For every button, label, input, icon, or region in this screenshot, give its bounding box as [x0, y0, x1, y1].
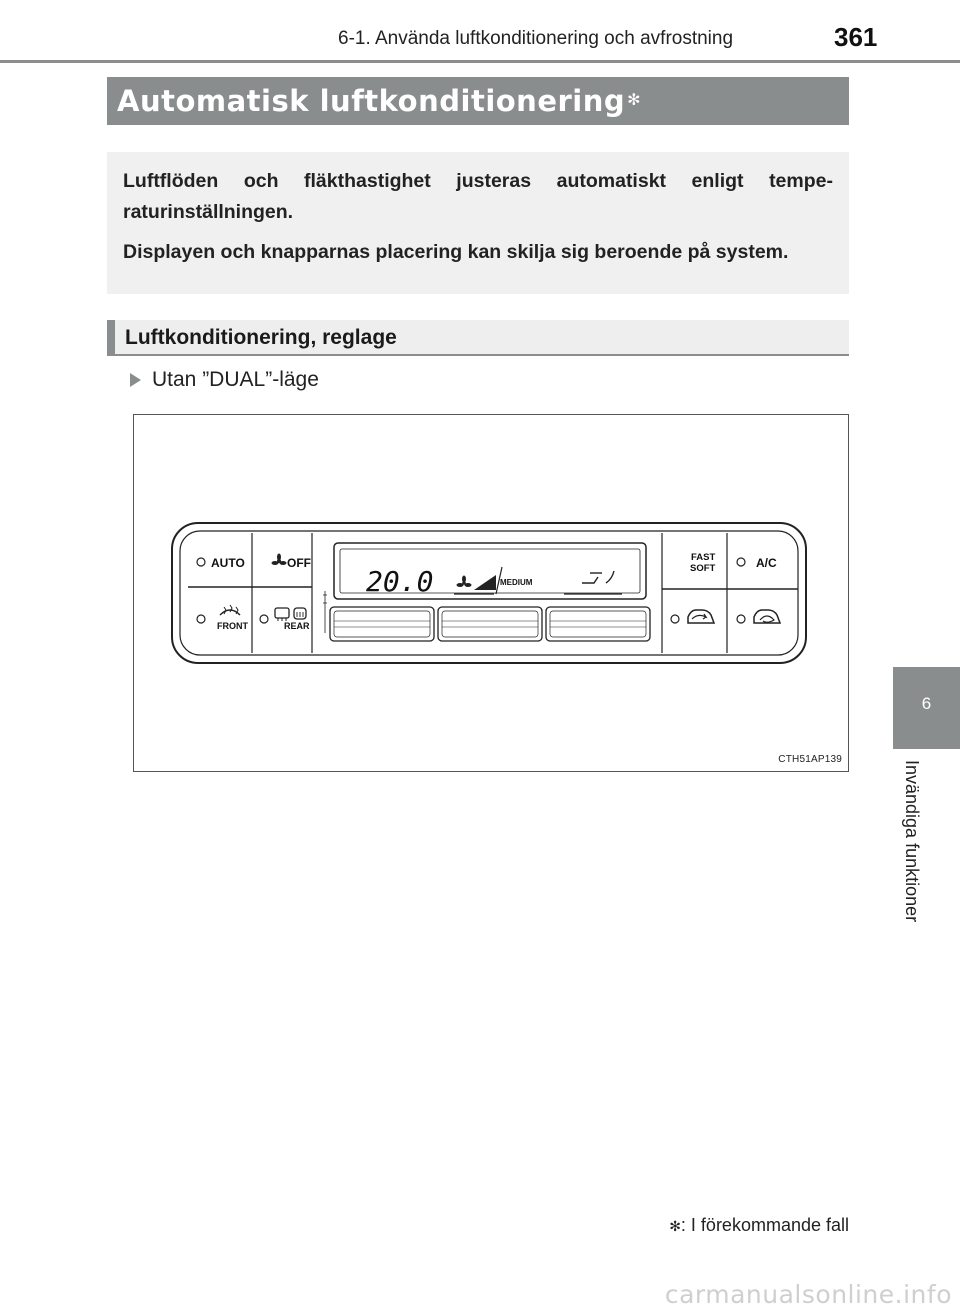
climate-panel-illustration: [134, 415, 850, 773]
fan-off-button[interactable]: [272, 554, 312, 571]
bullet-text: Utan ”DUAL”-läge: [152, 368, 319, 391]
fan-speed-mode-button[interactable]: [690, 552, 716, 574]
outside-air-icon: [688, 610, 714, 623]
rear-defrost-button[interactable]: [260, 608, 310, 631]
fast-label: FAST: [691, 552, 716, 563]
climate-display: [334, 543, 646, 599]
rear-window-defrost-icon: [275, 608, 306, 621]
climate-control-figure: [133, 414, 849, 772]
subsection-banner: [107, 320, 849, 356]
recirculation-button[interactable]: [737, 610, 780, 623]
outside-air-button[interactable]: [671, 610, 714, 623]
airflow-mode-icon: [564, 571, 622, 594]
indicator-led-icon: [737, 615, 745, 623]
intro-box: [107, 152, 849, 294]
figure-code: CTH51AP139: [778, 754, 842, 765]
recirculation-icon: [754, 610, 780, 623]
chapter-tab[interactable]: [893, 667, 960, 749]
fan-speed-icon: [454, 575, 496, 594]
windshield-defrost-icon: [220, 605, 240, 615]
subsection-title: Luftkonditionering, reglage: [125, 326, 397, 349]
header-rule: [0, 60, 960, 63]
fan-icon: [272, 554, 287, 566]
front-defrost-button[interactable]: [197, 605, 248, 631]
running-header-title: 6-1. Använda luftkonditionering och avfrostning: [338, 28, 734, 49]
ac-button[interactable]: [737, 556, 777, 570]
watermark: carmanualsonline.info: [664, 1280, 952, 1309]
rear-label: REAR: [284, 621, 310, 631]
subsection-accent-bar: [107, 320, 115, 354]
section-title: Automatisk luftkonditionering: [117, 84, 626, 118]
off-label: OFF: [287, 556, 311, 570]
intro-paragraph-2: Displayen och knapparnas placering kan skilja sig beroende på system.: [123, 241, 789, 263]
soft-label: SOFT: [690, 563, 716, 574]
display-temperature: 20.0: [366, 565, 434, 598]
footnote-text: : I förekommande fall: [680, 1215, 849, 1235]
chapter-number: 6: [921, 694, 932, 713]
indicator-led-icon: [737, 558, 745, 566]
page-number: 361: [834, 22, 878, 52]
intro-paragraph-1: Luftflöden och fläkthastighet justeras automatiskt enligt tempe-raturinställningen.: [123, 170, 833, 223]
chapter-title: Invändiga funktioner: [902, 760, 922, 923]
section-banner: [107, 77, 849, 125]
indicator-led-icon: [197, 558, 205, 566]
front-label: FRONT: [217, 621, 248, 631]
auto-label: AUTO: [211, 556, 245, 570]
footnote-mark: ✻: [669, 1219, 681, 1235]
indicator-led-icon: [671, 615, 679, 623]
auto-button[interactable]: [197, 556, 245, 570]
footnote: [669, 1215, 849, 1236]
optional-equipment-mark: ✻: [627, 89, 641, 109]
ac-label: A/C: [756, 556, 777, 570]
indicator-led-icon: [260, 615, 268, 623]
display-fan-mode: MEDIUM: [500, 578, 533, 587]
triangle-bullet-icon: [130, 373, 141, 387]
indicator-led-icon: [197, 615, 205, 623]
bullet-item: [130, 366, 319, 394]
